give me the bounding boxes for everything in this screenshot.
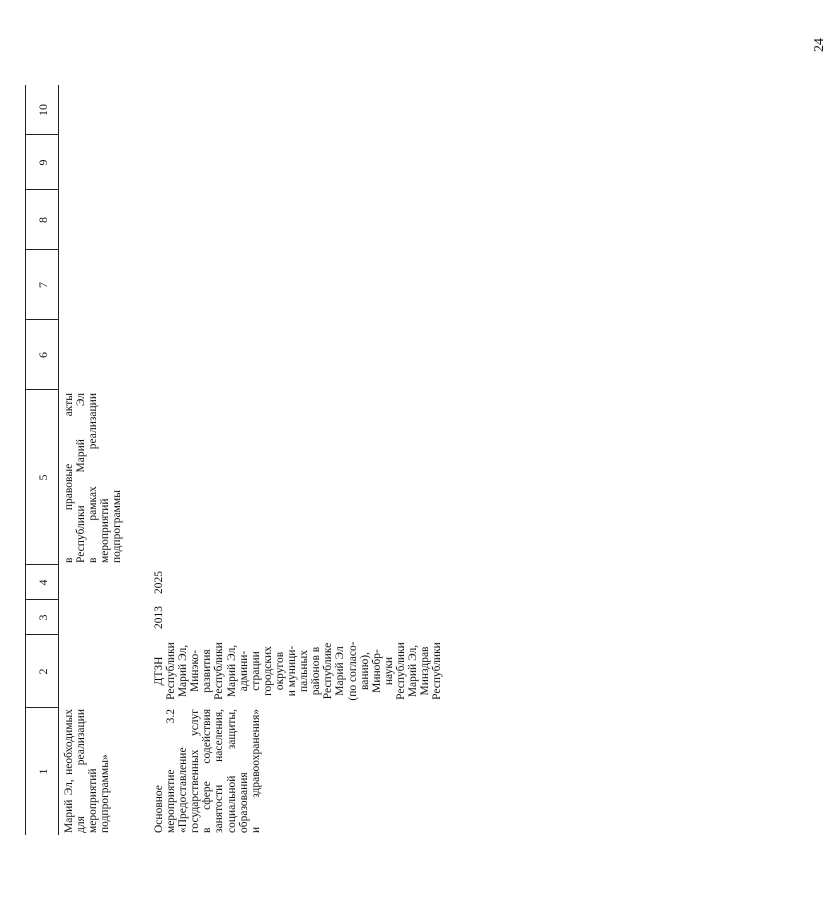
text-line: мероприятий (87, 768, 100, 833)
text-line: Республики (213, 642, 226, 700)
text-line: Минздрав (419, 646, 432, 696)
text-line: образования (237, 772, 250, 833)
text-line: Основное (153, 785, 165, 833)
text-line: и здравоохранения» (249, 709, 262, 833)
text-line: Марий Эл, (225, 644, 238, 698)
row2-col2-text (153, 635, 443, 707)
column-header-3: 3 (36, 614, 50, 621)
column-header-7: 7 (36, 282, 50, 288)
text-line: (по согласо- (346, 641, 359, 701)
text-line: мероприятий (99, 498, 112, 563)
table-header-divider (58, 85, 59, 835)
text-line: Марий Эл, (406, 644, 419, 698)
text-line: для реализации (75, 709, 88, 833)
text-line: Минобр- (370, 649, 383, 693)
row2-col1-text (153, 709, 262, 833)
text-line: Республики (165, 642, 178, 700)
text-line: мероприятие 3.2 (165, 709, 178, 833)
text-line: округов (273, 651, 286, 691)
page-number: 24 (812, 38, 827, 52)
table-top-border (25, 85, 26, 835)
column-header-8: 8 (36, 217, 50, 223)
text-line: Минэко- (189, 649, 202, 693)
text-line: занятости населения, (213, 709, 226, 833)
text-line: и муници- (286, 645, 299, 697)
text-line: Марий Эл, (177, 644, 190, 698)
text-line: районов в (310, 646, 323, 696)
column-header-1: 1 (36, 768, 50, 775)
text-line: «Предоставление (177, 747, 190, 833)
text-line: подпрограммы (111, 490, 124, 563)
text-line: развития (201, 649, 214, 693)
text-line: в правовые акты (63, 393, 75, 563)
text-line: науки (382, 656, 395, 686)
text-line: страции (249, 651, 262, 691)
text-line: ДТЗН (153, 656, 165, 686)
row2-col4-end-year: 2025 (153, 571, 165, 594)
text-line: городских (261, 646, 274, 696)
text-line: пальных (298, 650, 311, 692)
column-header-5: 5 (36, 474, 50, 481)
text-line: в рамках реализации (87, 393, 100, 563)
text-line: Республике (322, 642, 335, 700)
text-line: Республики Марий Эл (75, 393, 88, 563)
text-line: в сфере содействия (201, 709, 214, 833)
column-header-9: 9 (36, 159, 50, 166)
text-line: подпрограммы» (99, 754, 112, 833)
text-line: государственных услуг (189, 709, 202, 833)
text-line: Республики (394, 642, 407, 700)
text-line: Марий Эл, необходимых (63, 709, 75, 833)
column-header-6: 6 (36, 352, 50, 358)
column-header-10: 10 (36, 104, 50, 116)
rotated-document-page (20, 85, 580, 865)
text-line: ванию), (358, 652, 371, 690)
text-line: админи- (237, 650, 250, 692)
row1-col5-text (63, 393, 123, 563)
row1-col1-text (63, 709, 111, 833)
text-line: социальной защиты, (225, 709, 238, 833)
column-header-4: 4 (36, 579, 50, 586)
row2-col3-start-year: 2013 (153, 606, 165, 629)
column-header-2: 2 (36, 668, 50, 675)
text-line: Республики (431, 642, 444, 700)
text-line: Марий Эл (334, 646, 347, 696)
